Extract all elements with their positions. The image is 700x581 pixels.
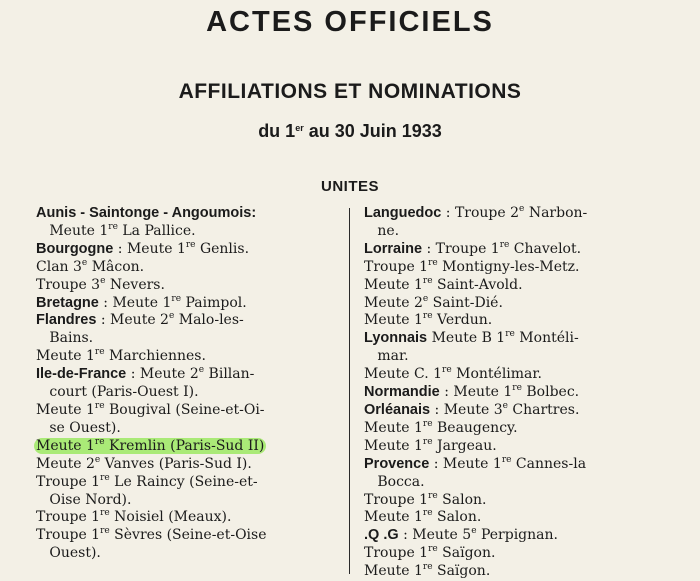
entry-text: La Pallice. (117, 222, 196, 239)
entry-line (36, 348, 340, 366)
entry-line (364, 277, 664, 295)
entry-text: Troupe 1 (36, 473, 101, 490)
entry-line (36, 312, 340, 330)
entry-text: Salon. (437, 491, 487, 508)
entry-line (364, 259, 664, 277)
entry-line (36, 384, 340, 402)
entry-line (364, 402, 664, 420)
region-name: Bourgogne (36, 240, 114, 257)
entry-line (36, 527, 340, 545)
ordinal-superscript: re (94, 400, 105, 411)
entry-line (364, 456, 664, 474)
ordinal-superscript: re (499, 239, 510, 250)
entry-line (364, 545, 664, 563)
entry-text: Chavelot. (509, 240, 582, 257)
entry-text: Troupe 1 (36, 509, 101, 526)
entry-line (36, 295, 340, 313)
entry-text: Troupe 1 (364, 258, 429, 275)
entry-text: : Troupe 2 (441, 205, 520, 221)
entry-text: : Meute 1 (439, 384, 513, 401)
entry-text: Verdun. (432, 312, 493, 329)
entry-text: Malo-les- (174, 312, 244, 329)
entry-text: Meute 1 (36, 437, 95, 454)
entry-text: Meute 1 (36, 401, 95, 418)
entry-text: : Meute 5 (398, 527, 472, 544)
column-divider (349, 208, 350, 574)
entry-text: se Ouest). (36, 419, 121, 436)
entry-text: Clan 3 (36, 258, 82, 275)
region-name: Ile-de-France (36, 366, 127, 383)
entry-line (36, 420, 340, 438)
entry-text: Vanves (Paris-Sud I). (100, 455, 252, 472)
entry-text: Saint-Dié. (428, 294, 503, 311)
entry-line (364, 509, 664, 527)
region-name: Normandie (364, 384, 440, 401)
date-range-pre: du 1 (258, 121, 296, 141)
ordinal-superscript: re (94, 436, 105, 447)
entry-text: Meute 1 (364, 312, 423, 329)
entry-line (36, 474, 340, 492)
ordinal-superscript: re (428, 257, 438, 268)
ordinal-superscript: re (185, 239, 196, 250)
ordinal-superscript: re (171, 293, 182, 304)
highlighted-entry (34, 438, 266, 454)
entry-line (36, 205, 340, 223)
ordinal-superscript: e (168, 311, 175, 322)
entry-line (364, 527, 664, 545)
ordinal-superscript: re (100, 526, 110, 537)
entry-text: Jargeau. (432, 437, 497, 454)
ordinal-superscript: e (198, 365, 205, 376)
entry-text: Montéli- (514, 330, 579, 347)
entry-line (364, 492, 664, 510)
entry-text: Bains. (36, 330, 94, 347)
entry-text: ne. (364, 222, 400, 239)
entry-text: Le Raincy (Seine-et- (109, 473, 258, 490)
entry-text: : Meute 2 (126, 366, 199, 383)
entry-line (36, 402, 340, 420)
entry-text: Chartres. (507, 401, 580, 418)
entry-text: Bolbec. (521, 384, 580, 401)
entry-text: Meute 2 (364, 294, 423, 311)
ordinal-superscript: e (81, 257, 88, 268)
entry-line (364, 223, 664, 241)
ordinal-superscript: re (505, 329, 515, 340)
region-name: Flandres (36, 312, 97, 329)
ordinal-superscript: re (422, 562, 433, 573)
entry-text: Salon. (432, 509, 482, 526)
region-name: Bretagne (36, 294, 99, 311)
ordinal-superscript: e (502, 400, 508, 411)
entry-text: Marchiennes. (104, 348, 206, 365)
entry-text: Meute 2 (36, 455, 95, 472)
ordinal-superscript: e (100, 275, 106, 286)
entry-text: Meute 1 (364, 276, 423, 293)
entry-text: Troupe 1 (364, 545, 429, 562)
ordinal-superscript: re (94, 347, 105, 358)
page-title: ACTES OFFICIELS (206, 6, 494, 38)
entry-text: Meute 1 (36, 222, 109, 239)
units-heading: UNITES (320, 178, 379, 195)
entry-text: Meute B 1 (427, 330, 506, 347)
entry-text: Narbon- (524, 205, 588, 221)
entry-text: Bocca. (364, 473, 425, 490)
entry-line (36, 277, 340, 295)
entry-text: mar. (364, 348, 409, 365)
entry-line (364, 295, 664, 313)
entry-line (364, 563, 664, 581)
region-name: Languedoc (364, 205, 442, 221)
entry-text: Saint-Avold. (432, 276, 523, 293)
entry-text: Perpignan. (476, 527, 558, 544)
right-column (364, 205, 664, 581)
date-range-post: au 30 Juin 1933 (303, 121, 442, 141)
entry-line (364, 312, 664, 330)
entry-text: Meute 1 (364, 563, 423, 580)
ordinal-superscript: e (471, 526, 477, 537)
entry-line (36, 438, 340, 456)
entry-text: : Meute 1 (429, 455, 502, 472)
entry-text: Meute 1 (364, 437, 423, 454)
ordinal-superscript: re (442, 365, 452, 376)
entry-text: : Meute 1 (113, 240, 186, 257)
ordinal-superscript: re (501, 454, 512, 465)
entry-line (364, 438, 664, 456)
entry-text: Kremlin (Paris-Sud II) (104, 437, 265, 454)
entry-line (364, 420, 664, 438)
entry-text: Meute C. 1 (364, 366, 443, 383)
entry-line (36, 545, 340, 563)
entry-text: Beaugency. (432, 419, 518, 436)
region-name: Lyonnais (364, 330, 428, 347)
ordinal-superscript: re (512, 383, 522, 394)
entry-line (36, 330, 340, 348)
entry-line (36, 509, 340, 527)
entry-text: : Troupe 1 (422, 240, 500, 257)
entry-text: Noisiel (Meaux). (109, 509, 232, 526)
region-name: Lorraine (364, 240, 423, 257)
entry-text: : Meute 3 (430, 401, 503, 418)
ordinal-superscript: re (422, 311, 433, 322)
entry-text: Saïgon. (432, 563, 491, 580)
region-name: Provence (364, 455, 430, 472)
date-range-sup: er (295, 123, 304, 133)
entry-text: Genlis. (195, 240, 250, 257)
entry-line (364, 384, 664, 402)
entry-text: Meute 1 (364, 419, 423, 436)
entry-text: Meute 1 (36, 348, 95, 365)
entry-text: Montigny-les-Metz. (437, 258, 580, 275)
ordinal-superscript: re (108, 221, 118, 232)
ordinal-superscript: re (100, 508, 110, 519)
ordinal-superscript: re (422, 418, 433, 429)
ordinal-superscript: e (94, 454, 101, 465)
entry-line (364, 348, 664, 366)
entry-text: Paimpol. (181, 294, 247, 311)
entry-line (364, 474, 664, 492)
ordinal-superscript: re (428, 490, 438, 501)
entry-line (364, 241, 664, 259)
entry-line (36, 456, 340, 474)
entry-text: Mâcon. (87, 258, 145, 275)
entry-text: Meute 1 (364, 509, 423, 526)
region-name: Aunis - Saintonge - Angoumois: (36, 205, 257, 221)
entry-line (364, 330, 664, 348)
entry-text: Cannes-la (511, 455, 587, 472)
ordinal-superscript: re (422, 436, 433, 447)
entry-text: Billan- (204, 366, 255, 383)
entry-line (36, 259, 340, 277)
entry-line (364, 366, 664, 384)
section-heading: AFFILIATIONS ET NOMINATIONS (178, 80, 522, 103)
ordinal-superscript: re (422, 275, 433, 286)
entry-text: : Meute 1 (98, 294, 172, 311)
entry-line (364, 205, 664, 223)
left-column (36, 205, 340, 563)
entry-text: Troupe 1 (36, 527, 101, 544)
ordinal-superscript: e (422, 293, 429, 304)
entry-line (36, 492, 340, 510)
region-name: .Q .G (364, 527, 399, 544)
ordinal-superscript: re (428, 544, 438, 555)
entry-text: Montélimar. (451, 366, 542, 383)
entry-text: Oise Nord). (36, 491, 132, 508)
ordinal-superscript: re (100, 472, 110, 483)
ordinal-superscript: e (519, 204, 525, 214)
entry-text: Ouest). (36, 545, 101, 562)
entry-text: court (Paris-Ouest I). (36, 384, 199, 401)
region-name: Orléanais (364, 401, 431, 418)
date-range (0, 121, 700, 142)
ordinal-superscript: re (422, 508, 433, 519)
entry-text: : Meute 2 (96, 312, 169, 329)
entry-text: Sèvres (Seine-et-Oise (109, 527, 267, 544)
entry-text: Nevers. (105, 276, 165, 293)
entry-line (36, 223, 340, 241)
entry-text: Bougival (Seine-et-Oi- (104, 401, 265, 418)
entry-line (36, 241, 340, 259)
entry-line (36, 366, 340, 384)
entry-text: Troupe 3 (36, 276, 101, 293)
entry-text: Saïgon. (437, 545, 496, 562)
entry-text: Troupe 1 (364, 491, 429, 508)
